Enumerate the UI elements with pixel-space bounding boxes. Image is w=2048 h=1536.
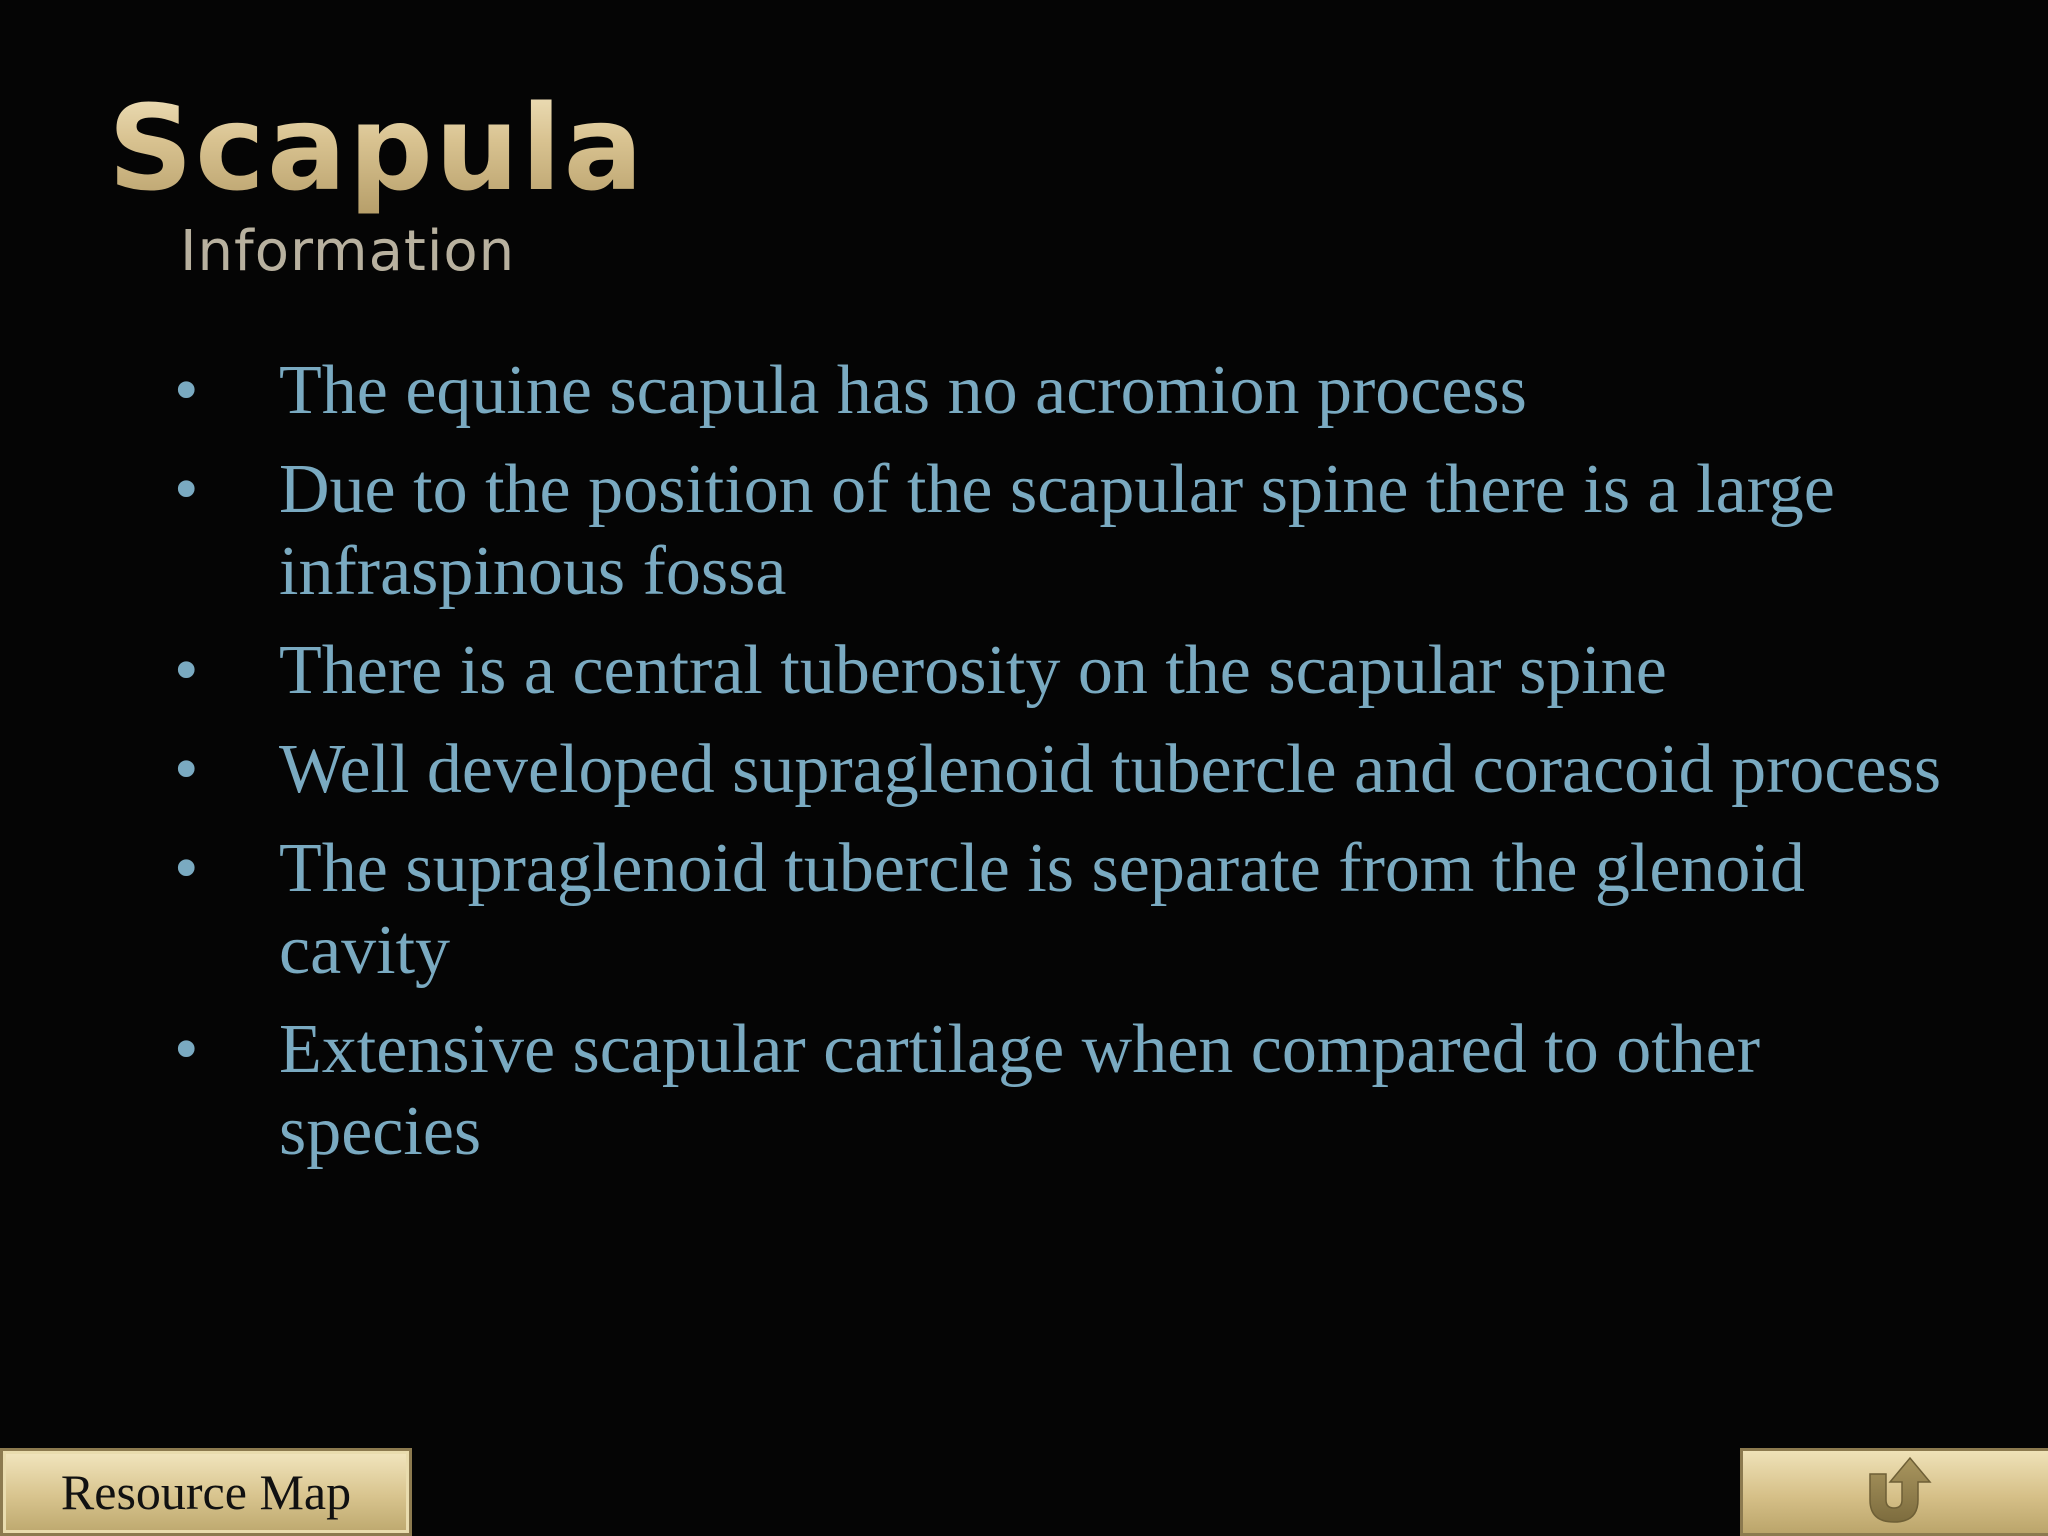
- bullet-list: [0, 350, 2048, 1190]
- bullet-item: [0, 1009, 2048, 1173]
- bullet-item: [0, 828, 2048, 992]
- bullet-item: [0, 630, 2048, 712]
- resource-map-label: Resource Map: [60, 1464, 352, 1520]
- bullet-marker: •: [174, 1011, 199, 1088]
- bullet-text: There is a central tuberosity on the scapular spine: [279, 632, 1667, 709]
- bullet-item: [0, 350, 2048, 432]
- bullet-text: Extensive scapular cartilage when compared to other species: [279, 1011, 1761, 1170]
- bullet-item: [0, 449, 2048, 613]
- back-button[interactable]: [1740, 1448, 2048, 1536]
- title-block: [108, 78, 808, 298]
- slide-subtitle: Information: [180, 219, 516, 284]
- bullet-item: [0, 729, 2048, 811]
- bullet-marker: •: [174, 731, 199, 808]
- bullet-text: Well developed supraglenoid tubercle and coracoid process: [279, 731, 1942, 808]
- bullet-text: The equine scapula has no acromion process: [279, 352, 1527, 429]
- slide-title: Scapula: [108, 79, 646, 217]
- bullet-marker: •: [174, 632, 199, 709]
- bullet-text: The supraglenoid tubercle is separate from the glenoid cavity: [279, 830, 1805, 989]
- bullet-marker: •: [174, 830, 199, 907]
- return-arrow-icon: [1856, 1456, 1936, 1528]
- bullet-marker: •: [174, 451, 199, 528]
- bullet-marker: •: [174, 352, 199, 429]
- resource-map-button[interactable]: [0, 1448, 412, 1536]
- bullet-text: Due to the position of the scapular spine there is a large infraspinous fossa: [279, 451, 1835, 610]
